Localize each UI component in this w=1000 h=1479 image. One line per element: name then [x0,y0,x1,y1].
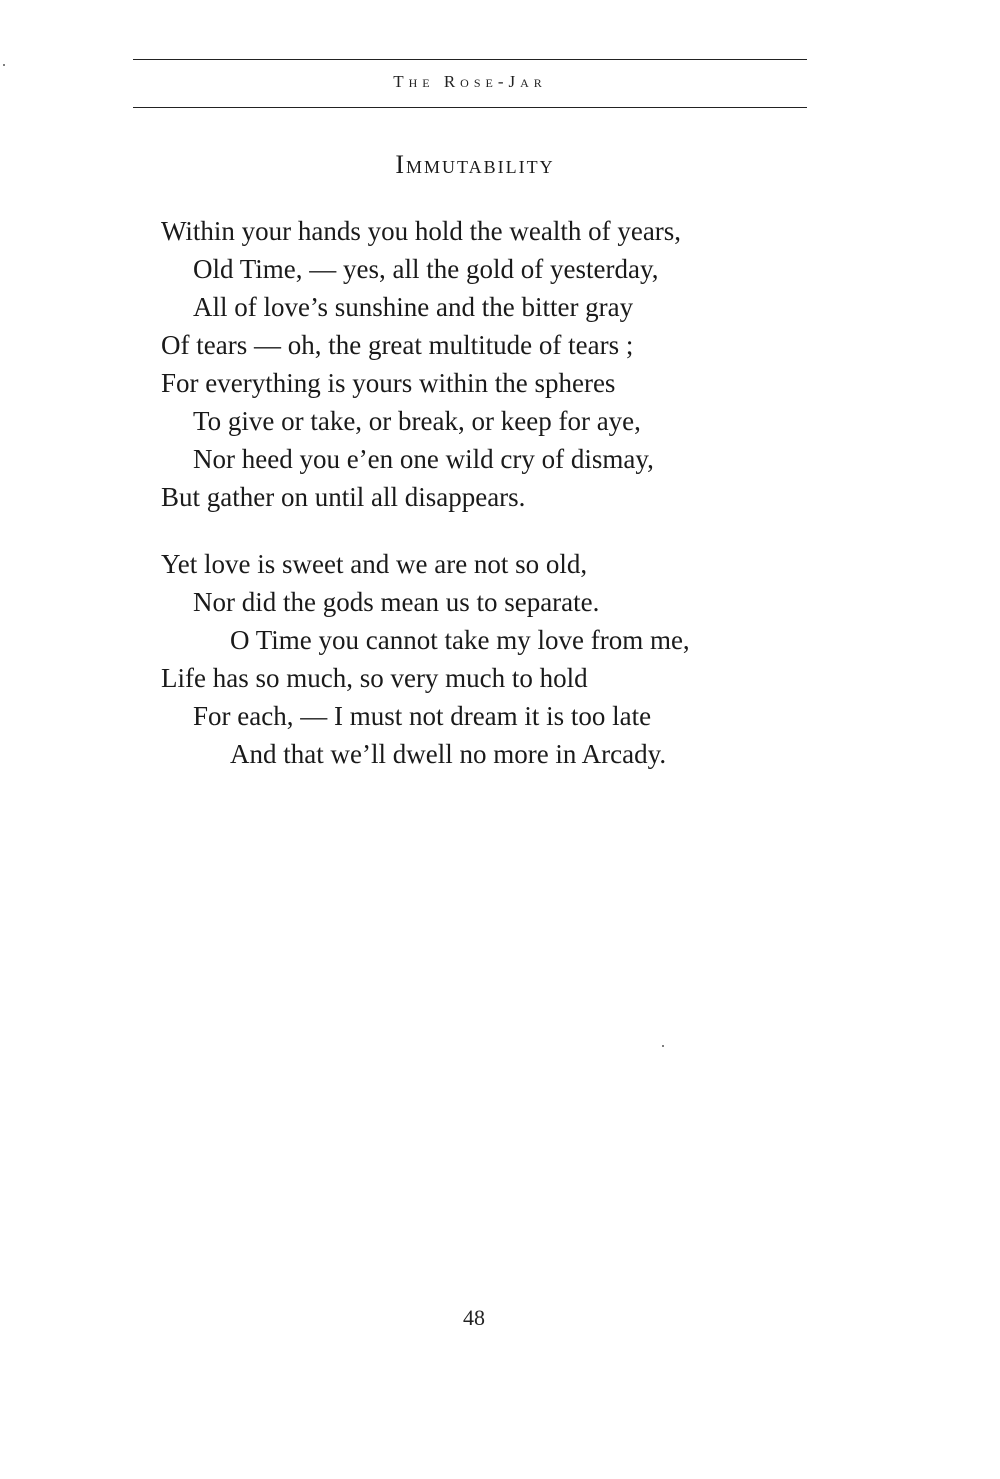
poem-line: And that we’ll dwell no more in Arcady. [230,739,667,769]
poem-line: Old Time, — yes, all the gold of yesterday, [193,254,659,284]
poem-line: Within your hands you hold the wealth of years, [161,216,682,246]
poem-title: Immutability [395,150,555,179]
poem-line: For everything is yours within the spheres [161,368,616,398]
poem-line: Yet love is sweet and we are not so old, [161,549,588,579]
poem-line: All of love’s sunshine and the bitter gray [193,292,634,322]
poem-line: Nor heed you e’en one wild cry of dismay, [193,444,654,474]
poem-line: Of tears — oh, the great multitude of tears ; [161,330,634,360]
stanza-2 [161,545,841,773]
page-number: 48 [463,1305,485,1330]
poem-line: Life has so much, so very much to hold [161,663,588,693]
poem-line: For each, — I must not dream it is too late [193,701,652,731]
poem-line: O Time you cannot take my love from me, [230,625,690,655]
header-rule-top [133,59,807,60]
scan-speck [3,64,5,66]
poem-line: Nor did the gods mean us to separate. [193,587,600,617]
running-head: The Rose-Jar [393,72,547,91]
header-rule-bottom [133,107,807,108]
scan-speck [662,1045,664,1047]
stanza-1 [161,212,841,516]
poem-line: To give or take, or break, or keep for aye, [193,406,641,436]
poem-line: But gather on until all disappears. [161,482,526,512]
